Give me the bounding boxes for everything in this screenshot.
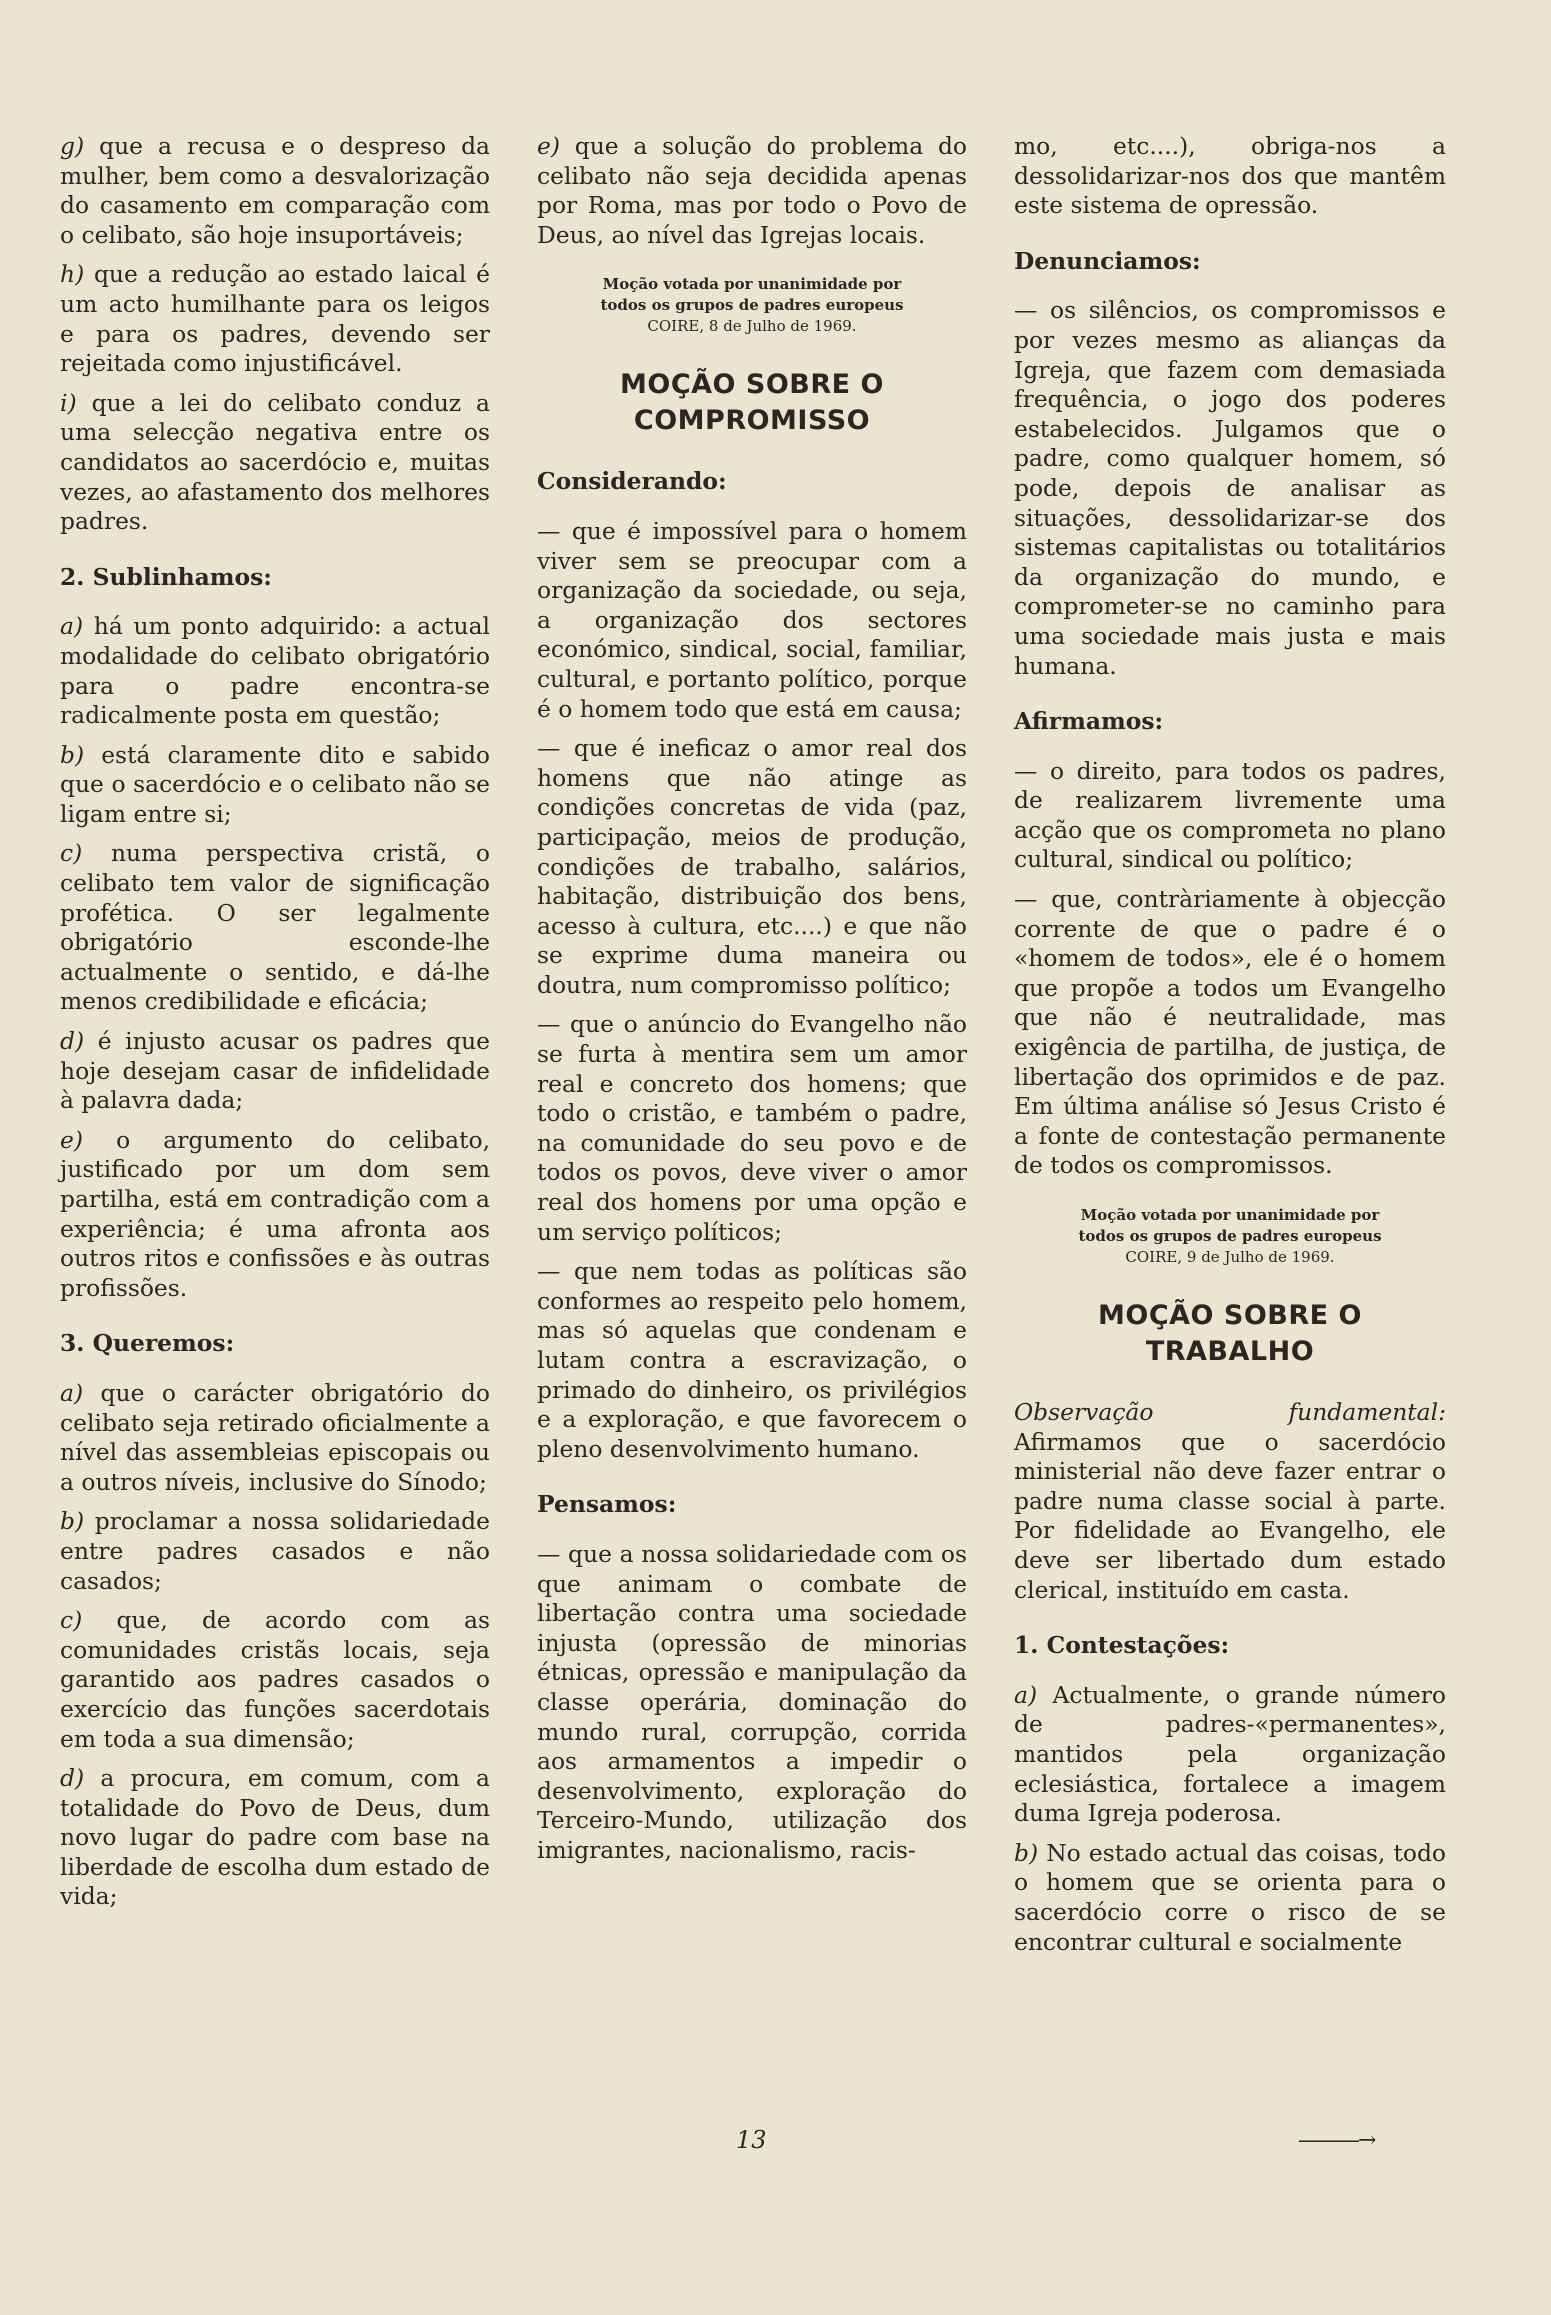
section-heading-contestacoes <box>1014 1631 1446 1661</box>
item-marker: e) <box>60 1125 83 1154</box>
paragraph-text: que a recusa e o despreso da mulher, bem como a desvalorização do casamento em comparação com o celibato, são hoje insuportáveis; <box>60 132 490 249</box>
column-3 <box>1014 132 1446 1967</box>
motion-heading-trabalho: MOÇÃO SOBRE O TRABALHO <box>1098 1300 1362 1367</box>
item-marker: g) <box>60 132 85 160</box>
paragraph-c1: — que é impossível para o homem viver sem se preocupar com a organização da sociedade, ou seja, a organização dos sectores económico, sindical, social, familiar, cultural, e portanto político, porque é o homem todo que está em causa; <box>537 516 967 723</box>
column-2 <box>537 132 967 1876</box>
item-marker: h) <box>60 260 85 289</box>
item-marker: a) <box>1014 1680 1038 1709</box>
motion-note <box>1014 1205 1446 1268</box>
paragraph-text: proclamar a nossa solidariedade entre padres casados e não casados; <box>60 1507 490 1595</box>
paragraph-text: que o carácter obrigatório do celibato seja retirado oficialmente a nível das assembleias episcopais ou a outros níveis, inclusive do Sínodo; <box>60 1378 490 1496</box>
paragraph-text: há um ponto adquirido: a actual modalidade do celibato obrigatório para o padre encontra-se radicalmente posta em questão; <box>60 612 491 730</box>
section-heading-sublinhamos <box>60 563 490 593</box>
continue-arrow-icon: ———→ <box>1298 2128 1375 2153</box>
paragraph-1a <box>1014 1681 1446 1829</box>
motion-note <box>537 274 967 337</box>
paragraph-text: Actualmente, o grande número de padres-«permanentes», mantidos pela organização eclesiástica, fortalece a imagem duma Igreja poderosa. <box>1014 1680 1446 1828</box>
section-number: 3. <box>60 1329 85 1358</box>
paragraph-a1: — o direito, para todos os padres, de realizarem livremente uma acção que os comprometa no plano cultural, sindical ou político; <box>1014 756 1446 874</box>
paragraph-i <box>60 389 490 537</box>
paragraph-3d <box>60 1764 490 1912</box>
item-marker: d) <box>60 1764 85 1793</box>
paragraph-2d <box>60 1027 490 1116</box>
section-number: 1. <box>1014 1631 1039 1660</box>
paragraph-g <box>60 132 490 250</box>
section-number: 2. <box>60 562 85 591</box>
item-marker: b) <box>60 1507 85 1536</box>
paragraph-observacao <box>1014 1398 1446 1605</box>
subheading-afirmamos: Afirmamos: <box>1014 707 1164 736</box>
section-heading-queremos <box>60 1329 490 1359</box>
note-line: todos os grupos de padres europeus <box>1078 1227 1382 1245</box>
motion-heading-compromisso: MOÇÃO SOBRE O COMPROMISSO <box>620 369 884 437</box>
note-line: todos os grupos de padres europeus <box>600 296 904 315</box>
paragraph-text: No estado actual das coisas, todo o homem que se orienta para o sacerdócio corre o risco de se encontrar cultural e socialmente <box>1014 1838 1446 1956</box>
item-marker: c) <box>60 1606 83 1635</box>
item-marker: i) <box>60 388 77 417</box>
paragraph-a2: — que, contràriamente à objecção corrente de que o padre é o «homem de todos», ele é o homem que propõe a todos um Evangelho que não é neutralidade, mas exigência de partilha, de justiça, de libertação dos oprimidos e de paz. Em última análise só Jesus Cristo é a fonte de contestação permanente de todos os compromissos. <box>1014 885 1446 1180</box>
paragraph-3b <box>60 1507 490 1596</box>
subheading-pensamos: Pensamos: <box>537 1490 677 1519</box>
note-line: Moção votada por unanimidade por <box>602 275 902 294</box>
paragraph-text: está claramente dito e sabido que o sacerdócio e o celibato não se ligam entre si; <box>60 740 491 828</box>
observation-label: Observação fundamental: <box>1014 1398 1446 1426</box>
paragraph-c2: — que é ineficaz o amor real dos homens que não atinge as condições concretas de vida (paz, participação, meios de produção, condições de trabalho, salários, habitação, distribuição dos bens, acesso à cultura, etc....) e que não se exprime duma maneira ou doutra, num compromisso político; <box>537 734 967 999</box>
item-marker: c) <box>60 839 83 868</box>
paragraph-d1: — os silêncios, os compromissos e por vezes mesmo as alianças da Igreja, que fazem com demasiada frequência, o jogo dos poderes estabelecidos. Julgamos que o padre, como qualquer homem, só pode, depois de analisar as situações, dessolidarizar-se dos sistemas capitalistas ou totalitários da organização do mundo, e comprometer-se no caminho para uma sociedade mais justa e mais humana. <box>1014 296 1446 680</box>
paragraph-e <box>537 132 967 250</box>
paragraph-c4: — que nem todas as políticas são conformes ao respeito pelo homem, mas só aquelas que condenam e lutam contra a escravização, o primado do dinheiro, os privilégios e a exploração, e que favorecem o pleno desenvolvimento humano. <box>537 1257 967 1463</box>
paragraph-text: que a lei do celibato conduz a uma selecção negativa entre os candidatos ao sacerdócio e, muitas vezes, ao afastamento dos melhores padres. <box>60 388 491 536</box>
item-marker: d) <box>60 1027 85 1056</box>
paragraph-1b <box>1014 1839 1446 1957</box>
paragraph-h <box>60 260 490 378</box>
section-title: Contestações: <box>1046 1631 1230 1660</box>
note-line: Moção votada por unanimidade por <box>1080 1206 1380 1224</box>
paragraph-p1: — que a nossa solidariedade com os que animam o combate de libertação contra uma sociedade injusta (opressão de minorias étnicas, opressão e manipulação da classe operária, dominação do mundo rural, corrupção, corrida aos armamentos a impedir o desenvolvimento, exploração do Terceiro-Mundo, utilização dos imigrantes, nacionalismo, racis- <box>537 1539 967 1864</box>
paragraph-text: numa perspectiva cristã, o celibato tem valor de significação profética. O ser legalmente obrigatório esconde-lhe actualmente o sentido, e dá-lhe menos credibilidade e eficácia; <box>60 839 490 1016</box>
item-marker: a) <box>60 612 84 641</box>
paragraph-2b <box>60 741 490 830</box>
item-marker: b) <box>1014 1838 1039 1867</box>
column-1 <box>60 132 490 1922</box>
item-marker: e) <box>537 132 560 160</box>
page-number: 13 <box>736 2126 767 2154</box>
paragraph-text: o argumento do celibato, justificado por um dom sem partilha, está em contradição com a experiência; é uma afronta aos outros ritos e confissões e às outras profissões. <box>60 1125 490 1302</box>
paragraph-text: que, de acordo com as comunidades cristãs locais, seja garantido aos padres casados o exercício das funções sacerdotais em toda a sua dimensão; <box>60 1606 490 1753</box>
paragraph-continued: mo, etc....), obriga-nos a dessolidarizar-nos dos que mantêm este sistema de opressão. <box>1014 132 1446 220</box>
note-date: COIRE, 8 de Julho de 1969. <box>647 317 857 336</box>
paragraph-text: é injusto acusar os padres que hoje desejam casar de infidelidade à palavra dada; <box>60 1027 491 1115</box>
paragraph-2c <box>60 839 490 1017</box>
paragraph-c3: — que o anúncio do Evangelho não se furta à mentira sem um amor real e concreto dos homens; que todo o cristão, e também o padre, na comunidade do seu povo e de todos os povos, deve viver o amor real dos homens por uma opção e um serviço políticos; <box>537 1010 967 1246</box>
paragraph-3c <box>60 1606 490 1754</box>
paragraph-3a <box>60 1379 490 1497</box>
paragraph-text: que a solução do problema do celibato não seja decidida apenas por Roma, mas por todo o Povo de Deus, ao nível das Igrejas locais. <box>537 132 967 249</box>
paragraph-2a <box>60 612 490 730</box>
item-marker: b) <box>60 740 85 769</box>
section-title: Sublinhamos: <box>92 562 272 591</box>
note-date: COIRE, 9 de Julho de 1969. <box>1125 1248 1335 1266</box>
item-marker: a) <box>60 1378 84 1407</box>
paragraph-text: que a redução ao estado laical é um acto humilhante para os leigos e para os padres, devendo ser rejeitada como injustificável. <box>60 260 490 378</box>
paragraph-text: a procura, em comum, com a totalidade do Povo de Deus, dum novo lugar do padre com base na liberdade de escolha dum estado de vida; <box>60 1764 491 1911</box>
subheading-denunciamos: Denunciamos: <box>1014 246 1201 275</box>
paragraph-2e <box>60 1126 490 1304</box>
section-title: Queremos: <box>92 1329 235 1358</box>
subheading-considerando: Considerando: <box>537 467 727 496</box>
paragraph-text: Afirmamos que o sacerdócio ministerial não deve fazer entrar o padre numa classe social à parte. Por fidelidade ao Evangelho, ele deve ser libertado dum estado clerical, instituído em casta. <box>1014 1427 1446 1604</box>
